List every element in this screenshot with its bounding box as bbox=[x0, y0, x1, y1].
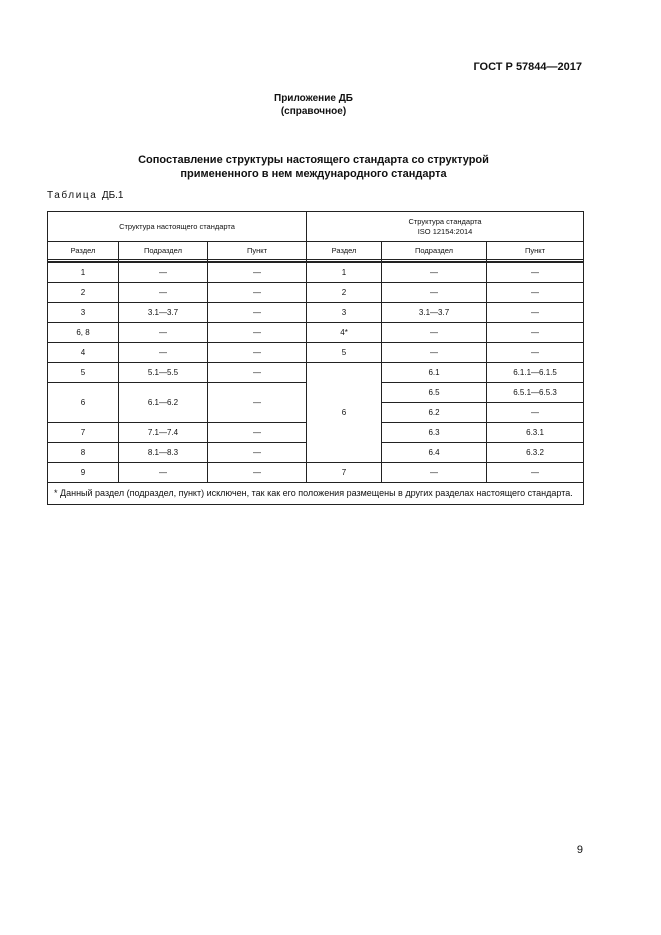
table-row bbox=[48, 303, 584, 323]
table-cell: 1 bbox=[307, 262, 382, 283]
document-code: ГОСТ Р 57844—2017 bbox=[473, 61, 582, 73]
table-cell: — bbox=[119, 343, 208, 363]
table-cell: 2 bbox=[307, 283, 382, 303]
table-cell: 8 bbox=[48, 443, 119, 463]
table-cell: — bbox=[382, 262, 487, 283]
table-group-header-row bbox=[48, 212, 584, 242]
table-cell: — bbox=[208, 463, 307, 483]
table-cell: — bbox=[208, 262, 307, 283]
table-footnote-row bbox=[48, 483, 584, 505]
table-row bbox=[48, 283, 584, 303]
annex-subtitle: (справочное) bbox=[280, 106, 347, 117]
header-iso-standard bbox=[307, 212, 584, 242]
table-cell: 6.3 bbox=[382, 423, 487, 443]
page-number: 9 bbox=[576, 844, 583, 856]
table-cell: — bbox=[119, 283, 208, 303]
table-column-header-row bbox=[48, 242, 584, 260]
table-cell: — bbox=[487, 303, 584, 323]
annex-heading bbox=[0, 92, 627, 118]
table-cell: 7 bbox=[307, 463, 382, 483]
header-this-standard: Структура настоящего стандарта bbox=[48, 212, 307, 242]
table-cell-merged: 6 bbox=[48, 383, 119, 423]
table-cell: 7.1—7.4 bbox=[119, 423, 208, 443]
table-cell: — bbox=[208, 343, 307, 363]
table-row bbox=[48, 323, 584, 343]
header-iso-line-2: ISO 12154:2014 bbox=[417, 226, 473, 236]
table-cell: — bbox=[487, 403, 584, 423]
table-cell: — bbox=[487, 463, 584, 483]
table-footnote: * Данный раздел (подраздел, пункт) исключен, так как его положения размещены в других разделах настоящего стандарта. bbox=[48, 483, 584, 505]
table-cell: 3 bbox=[307, 303, 382, 323]
annex-title: Приложение ДБ bbox=[274, 93, 353, 104]
column-header: Раздел bbox=[307, 242, 382, 260]
table-cell: 5 bbox=[48, 363, 119, 383]
column-header: Раздел bbox=[48, 242, 119, 260]
table-cell: 6.5.1—6.5.3 bbox=[487, 383, 584, 403]
table-cell: — bbox=[487, 343, 584, 363]
table-cell: — bbox=[382, 323, 487, 343]
table-cell: — bbox=[382, 283, 487, 303]
table-cell: 3.1—3.7 bbox=[382, 303, 487, 323]
table-cell: 6.4 bbox=[382, 443, 487, 463]
table-cell: — bbox=[382, 463, 487, 483]
comparison-table bbox=[47, 211, 584, 505]
column-header: Пункт bbox=[487, 242, 584, 260]
table-cell: 6.1 bbox=[382, 363, 487, 383]
table-cell: — bbox=[119, 463, 208, 483]
document-title-line-2: примененного в нем международного стандарта bbox=[180, 168, 447, 180]
column-header: Подраздел bbox=[119, 242, 208, 260]
table-cell: 4 bbox=[48, 343, 119, 363]
table-cell: 5.1—5.5 bbox=[119, 363, 208, 383]
table-cell: — bbox=[487, 323, 584, 343]
table-row bbox=[48, 262, 584, 283]
table-cell: — bbox=[208, 303, 307, 323]
table-row bbox=[48, 363, 584, 383]
table-cell: 3.1—3.7 bbox=[119, 303, 208, 323]
document-title-line-1: Сопоставление структуры настоящего стандарта со структурой bbox=[138, 154, 489, 166]
table-caption bbox=[47, 190, 124, 201]
table-cell: 8.1—8.3 bbox=[119, 443, 208, 463]
table-cell: — bbox=[119, 323, 208, 343]
table-cell-merged: — bbox=[208, 383, 307, 423]
table-cell: — bbox=[208, 443, 307, 463]
table-cell: — bbox=[119, 262, 208, 283]
table-cell-merged: 6 bbox=[307, 363, 382, 463]
table-cell: — bbox=[487, 262, 584, 283]
table-cell: — bbox=[208, 423, 307, 443]
table-cell: 6.2 bbox=[382, 403, 487, 423]
table-cell: 6.5 bbox=[382, 383, 487, 403]
document-title bbox=[0, 153, 627, 181]
table-cell: 9 bbox=[48, 463, 119, 483]
column-header: Пункт bbox=[208, 242, 307, 260]
table-cell: 2 bbox=[48, 283, 119, 303]
table-cell: 6.3.1 bbox=[487, 423, 584, 443]
table-cell: — bbox=[487, 283, 584, 303]
table-cell: 5 bbox=[307, 343, 382, 363]
table-cell: 6.3.2 bbox=[487, 443, 584, 463]
table-caption-number: ДБ.1 bbox=[101, 190, 124, 201]
table-cell: 6.1.1—6.1.5 bbox=[487, 363, 584, 383]
table-cell: 7 bbox=[48, 423, 119, 443]
table-cell: — bbox=[208, 283, 307, 303]
header-iso-line-1: Структура стандарта bbox=[408, 216, 482, 226]
table-cell: 1 bbox=[48, 262, 119, 283]
table-cell: — bbox=[208, 363, 307, 383]
table-cell-merged: 6.1—6.2 bbox=[119, 383, 208, 423]
table-caption-word: Таблица bbox=[47, 190, 98, 201]
table-cell: — bbox=[208, 323, 307, 343]
column-header: Подраздел bbox=[382, 242, 487, 260]
table-row bbox=[48, 463, 584, 483]
table-cell: 6, 8 bbox=[48, 323, 119, 343]
table-cell: — bbox=[382, 343, 487, 363]
table-row bbox=[48, 343, 584, 363]
table-cell: 4* bbox=[307, 323, 382, 343]
table-cell: 3 bbox=[48, 303, 119, 323]
